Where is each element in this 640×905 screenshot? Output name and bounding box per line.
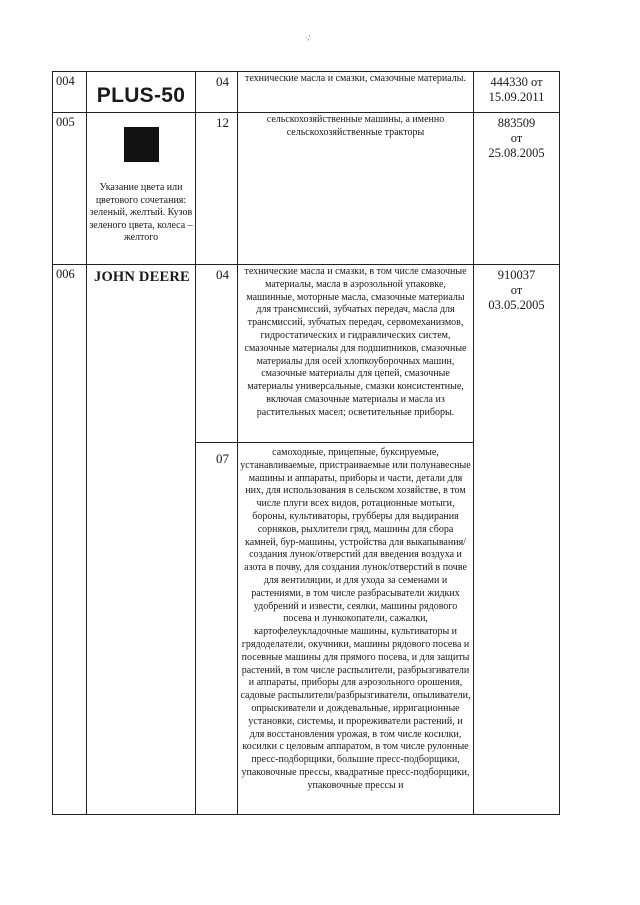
- class-number: 07: [196, 443, 238, 815]
- page-mark: ·,': [305, 34, 311, 42]
- registration-number: 444330 от: [490, 75, 543, 89]
- registration-date: 15.09.2011: [488, 90, 545, 104]
- mark-text: JOHN DEERE: [94, 269, 190, 285]
- mark-cell: [87, 113, 196, 265]
- registration-date: 03.05.2005: [488, 298, 545, 312]
- goods-description: технические масла и смазки, смазочные материалы.: [238, 72, 474, 113]
- registration-number: 910037: [497, 268, 536, 282]
- table-row: [53, 113, 560, 265]
- registration-ot: от: [510, 131, 523, 145]
- table-row: [53, 72, 560, 113]
- row-number: 004: [53, 72, 87, 113]
- row-number: 006: [53, 265, 87, 815]
- row-number: 005: [53, 113, 87, 265]
- registration-ot: от: [510, 283, 523, 297]
- registration-date: 25.08.2005: [488, 146, 545, 160]
- class-number: 04: [196, 72, 238, 113]
- registration-cell: [474, 72, 560, 113]
- registration-number: 883509: [497, 116, 536, 130]
- goods-description: сельскохозяйственные машины, а именно сельскохозяйственные тракторы: [238, 113, 474, 265]
- table-row: [53, 265, 560, 443]
- goods-description: самоходные, прицепные, буксируемые, устанавливаемые, пристраиваемые или полунавесные машины и аппараты, приборы и части, детали для них, для использования в сельском хозяйстве, в том числе плуги всех видов, ротационные мотыги, бороны, культиваторы, грубберы для выдирания сорняков, рыхлители гряд, машины для сбора камней, бур-машины, устройства для выкапывания/создания лунок/отверстий для введения воздуха и азота в почву, для создания лунок/отверстий в почве для вентиляции, и для ухода за семенами и растениями, в том числе разбрасыватели жидких удобрений и извести, сеялки, машины рядового посева и лункокопатели, сажалки, картофелеукладочные машины, культиваторы и грядоделатели, окучники, машины рядового посева и посевные машины для прямого посева, и для защиты растений, в том числе распылители, разбрызгиватели и аппараты, приборы для аэрозольного орошения, садовые распылители/разбрызгиватели, опыливатели, опрыскиватели и дождевальные, ирригационные установки, системы, и прореживатели растений, и для восстановления урожая, в том числе косилки, косилки с целовым аппаратом, в том числе рулонные пресс-подборщики, большие пресс-подборщики, упаковочные прессы, квадратные пресс-подборщики, упаковочные прессы и: [238, 443, 474, 815]
- mark-cell: [87, 265, 196, 815]
- color-note: Указание цвета или цветового сочетания: зеленый, желтый. Кузов зеленого цвета, колеса – желтого: [89, 182, 193, 243]
- color-sample-image: [124, 127, 159, 162]
- class-number: 04: [196, 265, 238, 443]
- trademark-table: [52, 71, 560, 815]
- class-number: 12: [196, 113, 238, 265]
- goods-description: технические масла и смазки, в том числе смазочные материалы, масла в аэрозольной упаковке, машинные, моторные масла, смазочные материалы для трансмиссий, зубчатых передач, масла для трансмиссий, зубчатых передач, сервомеханизмов, гидростатических и гидравлических систем, смазочные материалы для подшипников, смазочные материалы для осей хлопкоуборочных машин, смазочные материалы для цепей, смазочные материалы универсальные, смазки консистентные, включая смазочные материалы и масла из растительных масел; осветительные приборы.: [238, 265, 474, 443]
- mark-cell: [87, 72, 196, 113]
- registration-cell: [474, 265, 560, 815]
- mark-text: PLUS-50: [96, 84, 186, 107]
- registration-cell: [474, 113, 560, 265]
